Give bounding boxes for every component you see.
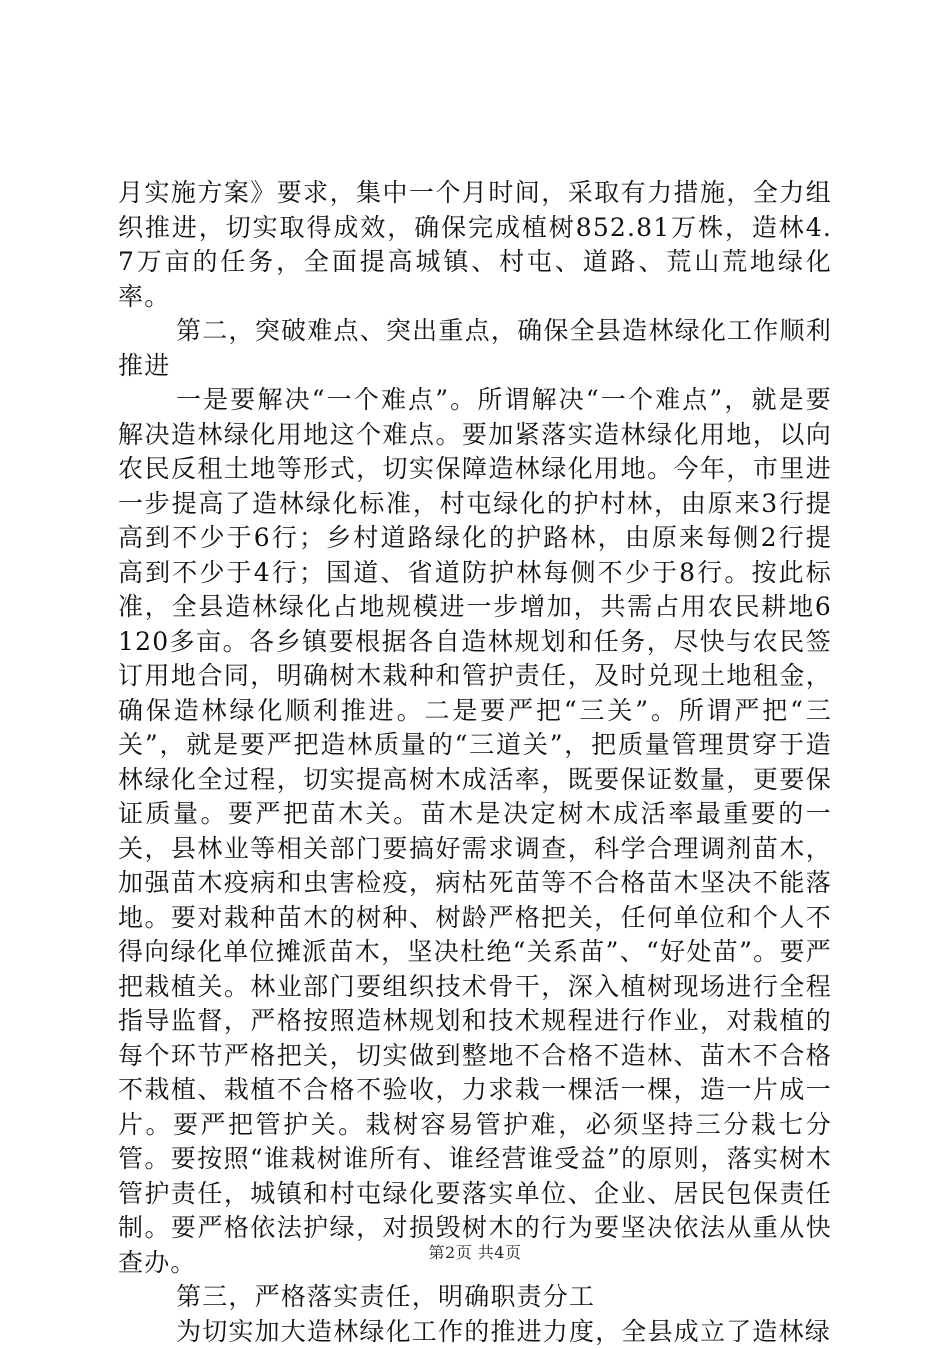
paragraph-body-last: 为切实加大造林绿化工作的推进力度，全县成立了造林绿 xyxy=(118,1315,832,1349)
paragraph-heading-third: 第三，严格落实责任，明确职责分工 xyxy=(118,1280,832,1315)
page-footer: 第2页 共4页 xyxy=(0,1242,950,1264)
paragraph-continuation: 月实施方案》要求，集中一个月时间，采取有力措施，全力组织推进，切实取得成效，确保完成植树852.81万株，造林4.7万亩的任务，全面提高城镇、村屯、道路、荒山荒地绿化率。 xyxy=(118,176,832,314)
paragraph-heading-second: 第二，突破难点、突出重点，确保全县造林绿化工作顺利推进 xyxy=(118,314,832,383)
document-body xyxy=(118,176,832,1349)
paragraph-body-main: 一是要解决“一个难点”。所谓解决“一个难点”，就是要解决造林绿化用地这个难点。要加紧落实造林绿化用地，以向农民反租土地等形式，切实保障造林绿化用地。今年，市里进一步提高了造林绿化标准，村屯绿化的护村林，由原来3行提高到不少于6行；乡村道路绿化的护路林，由原来每侧2行提高到不少于4行；国道、省道防护林每侧不少于8行。按此标准，全县造林绿化占地规模进一步增加，共需占用农民耕地6120多亩。各乡镇要根据各自造林规划和任务，尽快与农民签订用地合同，明确树木栽种和管护责任，及时兑现土地租金，确保造林绿化顺利推进。二是要严把“三关”。所谓严把“三关”，就是要严把造林质量的“三道关”，把质量管理贯穿于造林绿化全过程，切实提高树木成活率，既要保证数量，更要保证质量。要严把苗木关。苗木是决定树木成活率最重要的一关，县林业等相关部门要搞好需求调查，科学合理调剂苗木，加强苗木疫病和虫害检疫，病枯死苗等不合格苗木坚决不能落地。要对栽种苗木的树种、树龄严格把关，任何单位和个人不得向绿化单位摊派苗木，坚决杜绝“关系苗”、“好处苗”。要严把栽植关。林业部门要组织技术骨干，深入植树现场进行全程指导监督，严格按照造林规划和技术规程进行作业，对栽植的每个环节严格把关，切实做到整地不合格不造林、苗木不合格不栽植、栽植不合格不验收，力求栽一棵活一棵，造一片成一片。要严把管护关。栽树容易管护难，必须坚持三分栽七分管。要按照“谁栽树谁所有、谁经营谁受益”的原则，落实树木管护责任，城镇和村屯绿化要落实单位、企业、居民包保责任制。要严格依法护绿，对损毁树木的行为要坚决依法从重从快查办。 xyxy=(118,383,832,1280)
